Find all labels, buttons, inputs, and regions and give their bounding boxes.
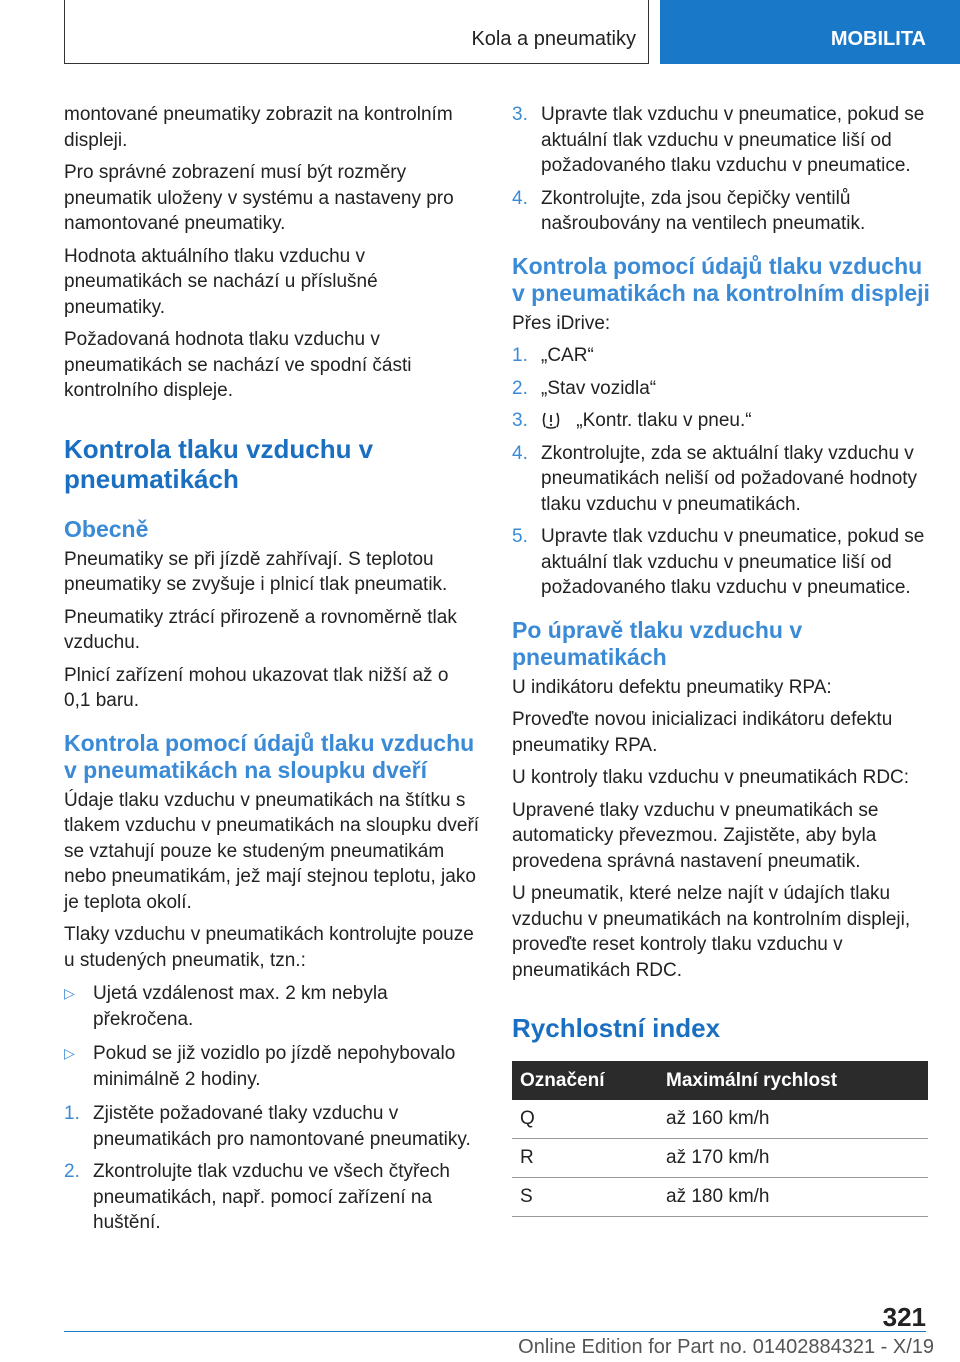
footer-divider [64,1331,926,1332]
paragraph: Proveďte novou inicializaci indikátoru defektu pneumatiky RPA. [512,709,893,756]
step-item [512,408,932,434]
step-text: „Stav vozidla“ [541,377,657,399]
page-number: 321 [882,1302,926,1332]
table-cell: až 180 km/h [658,1178,928,1217]
speed-index-table [512,1061,928,1217]
step-item [64,1101,480,1152]
step-text: Upravte tlak vzduchu v pneumatice, pokud se aktuální tlak vzduchu v pneumatice liší od požadovaného tlaku vzduchu v pneumatice. [541,526,925,598]
table-cell: S [512,1178,658,1217]
paragraph: U pneumatik, které nelze najít v údajích tlaku vzduchu v pneumatikách na kontrolním displeji, proveďte reset kontroly tlaku vzduchu v pneumatikách RDC. [512,883,911,981]
step-item [512,524,932,601]
right-column [512,102,932,1217]
chapter-title: Kola a pneumatiky [471,28,636,50]
table-cell: R [512,1139,658,1178]
step-text: „CAR“ [541,345,594,366]
step-text: Zkontrolujte tlak vzduchu ve všech čtyřech pneumatikách, např. pomocí zařízení na huštění. [93,1161,450,1233]
list-item [64,981,480,1032]
step-text: Zkontrolujte, zda se aktuální tlaky vzduchu v pneumatikách neliší od požadované hodnoty tlaku vzduchu v pneumatikách. [541,442,918,515]
step-number: 3. [512,104,528,125]
paragraph: Plnicí zařízení mohou ukazovat tlak nižší až o 0,1 baru. [64,664,449,711]
step-item [512,343,932,369]
paragraph: Požadovaná hodnota tlaku vzduchu v pneumatikách se nachází ve spodní části kontrolního displeje. [64,329,412,401]
step-text: „Kontr. tlaku v pneu.“ [576,410,752,431]
step-number: 2. [512,377,528,399]
header-section-tab [660,0,960,64]
step-item [512,376,932,402]
step-number: 4. [512,442,528,464]
paragraph: U indikátoru defektu pneumatiky RPA: [512,676,832,698]
left-column [64,102,480,1243]
paragraph: Pro správné zobrazení musí být rozměry pneumatik uloženy v systému a nastaveny pro namontované pneumatiky. [64,162,454,234]
triangle-bullet-icon: ▷ [64,1045,75,1061]
step-number: 1. [64,1103,80,1124]
paragraph: Tlaky vzduchu v pneumatikách kontrolujte pouze u studených pneumatik, tzn.: [64,924,474,971]
table-row [512,1178,928,1217]
header-chapter-box [64,0,649,64]
step-number: 1. [512,345,528,366]
tire-pressure-icon [541,411,561,429]
step-number: 4. [512,187,528,209]
heading-speed-index: Rychlostní index [512,1013,721,1043]
column-header: Maximální rychlost [658,1061,928,1100]
step-text: Zkontrolujte, zda jsou čepičky ventilů našroubovány na ventilech pneumatik. [541,187,866,234]
step-text: Zjistěte požadované tlaky vzduchu v pneumatikách pro namontované pneumatiky. [93,1103,471,1150]
paragraph: Pneumatiky se při jízdě zahřívají. S teplotou pneumatiky se zvyšuje i plnicí tlak pneumatik. [64,548,448,595]
section-title: MOBILITA [830,28,926,50]
step-item [512,186,932,237]
heading-display-check: Kontrola pomocí údajů tlaku vzduchu v pneumatikách na kontrolním displeji [512,252,930,306]
list-item [64,1041,480,1092]
step-number: 2. [64,1161,80,1182]
paragraph: Pneumatiky ztrácí přirozeně a rovnoměrně tlak vzduchu. [64,606,457,653]
step-item [512,102,932,179]
table-cell: až 160 km/h [658,1100,928,1139]
table-header-row [512,1061,928,1100]
paragraph: Hodnota aktuálního tlaku vzduchu v pneumatikách se nachází u příslušné pneumatiky. [64,245,378,318]
heading-after-adjustment: Po úpravě tlaku vzduchu v pneumatikách [512,616,803,670]
step-item [64,1159,480,1236]
step-text: Upravte tlak vzduchu v pneumatice, pokud se aktuální tlak vzduchu v pneumatice liší od požadovaného tlaku vzduchu v pneumatice. [541,104,925,176]
triangle-bullet-icon: ▷ [64,985,75,1001]
list-item-text: Ujetá vzdálenost max. 2 km nebyla překročena. [93,983,388,1030]
heading-tire-pressure-check: Kontrola tlaku vzduchu v pneumatikách [64,433,374,494]
paragraph: U kontroly tlaku vzduchu v pneumatikách RDC: [512,767,910,788]
paragraph: Přes iDrive: [512,312,611,334]
list-item-text: Pokud se již vozidlo po jízdě nepohybovalo minimálně 2 hodiny. [93,1043,456,1090]
table-row [512,1139,928,1178]
step-number: 3. [512,410,528,431]
paragraph: Údaje tlaku vzduchu v pneumatikách na štítku s tlakem vzduchu v pneumatikách na sloupku dveří se vztahují pouze ke studeným pneumatikám nebo pneumatikám, jež mají stejnou teplotu, jako je teplota okolí. [64,789,480,913]
table-row [512,1100,928,1139]
paragraph: montované pneumatiky zobrazit na kontrolním displeji. [64,104,453,151]
column-header: Označení [512,1061,658,1100]
table-cell: Q [512,1100,658,1139]
table-cell: až 170 km/h [658,1139,928,1178]
heading-general: Obecně [64,515,149,542]
paragraph: Upravené tlaky vzduchu v pneumatikách se automaticky převezmou. Zajistěte, aby byla provedena správná nastavení pneumatik. [512,799,879,872]
heading-door-pillar-check: Kontrola pomocí údajů tlaku vzduchu v pneumatikách na sloupku dveří [64,729,475,783]
footer-edition: Online Edition for Part no. 01402884321 - X/19 [518,1336,934,1358]
step-item [512,441,932,518]
step-number: 5. [512,526,528,547]
